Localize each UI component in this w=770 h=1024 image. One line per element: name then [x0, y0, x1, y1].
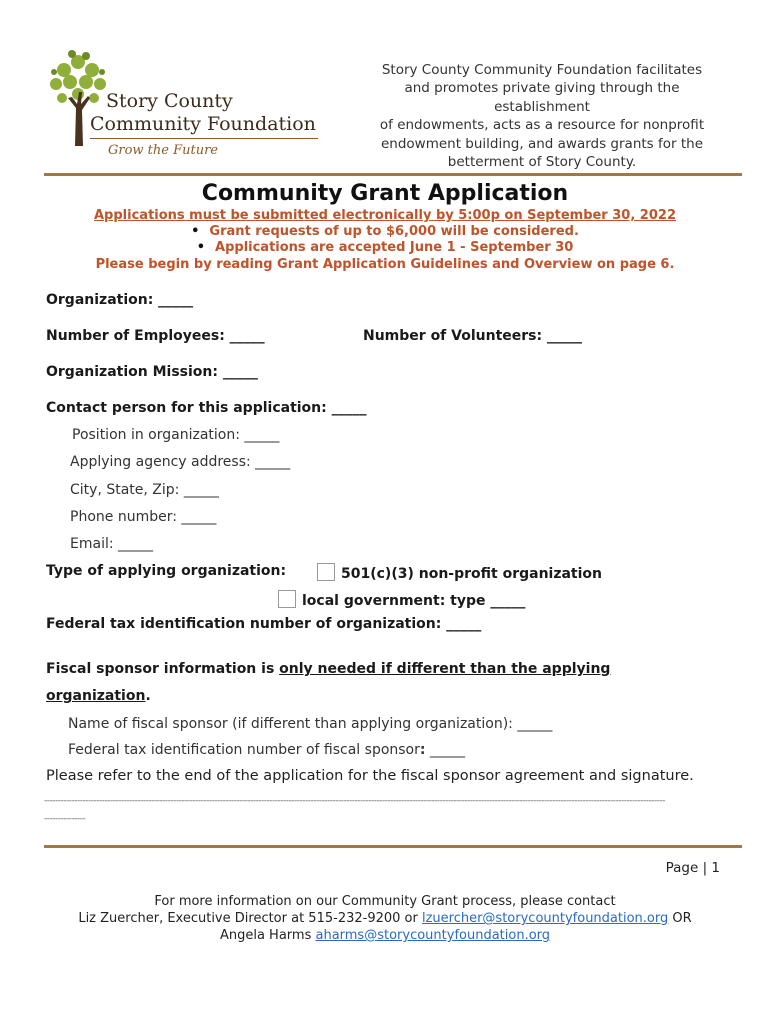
header-divider	[44, 173, 742, 176]
email-link-aharms[interactable]: aharms@storycountyfoundation.org	[315, 928, 551, 943]
intro-line: establishment	[494, 98, 590, 115]
fiscal-sponsor-intro: Fiscal sponsor information is only needed if different than the applying	[46, 661, 611, 677]
footer-contact	[0, 893, 770, 944]
option-501c3-label: 501(c)(3) non-profit organization	[341, 566, 603, 582]
foundation-logo	[44, 46, 324, 166]
foundation-intro	[352, 61, 732, 171]
notice-bullet-1: • Grant requests of up to $6,000 will be considered.	[0, 224, 770, 239]
guidelines-notice: Please begin by reading Grant Application Guidelines and Overview on page 6.	[95, 257, 675, 272]
intro-line: and promotes private giving through the	[404, 80, 680, 97]
option-local-government[interactable]	[278, 590, 525, 609]
organization-field[interactable]: Organization: _____	[46, 292, 194, 308]
footer-line-2: Liz Zuercher, Executive Director at 515-232-9200 or lzuercher@storycountyfoundation.org OR	[78, 911, 692, 926]
footer-line-1: For more information on our Community Grant process, please contact	[154, 894, 616, 909]
city-field[interactable]: City, State, Zip: _____	[70, 482, 219, 498]
logo-line-1: Story County	[106, 90, 233, 112]
logo-tagline: Grow the Future	[108, 143, 219, 158]
logo-line-2: Community Foundation	[90, 113, 316, 135]
deadline-notice: Applications must be submitted electronically by 5:00p on September 30, 2022	[94, 208, 676, 223]
position-field[interactable]: Position in organization: _____	[72, 427, 280, 443]
dashed-separator-cont: ---------------	[44, 814, 86, 824]
logo-underline	[90, 138, 318, 139]
option-501c3[interactable]	[317, 563, 602, 582]
tax-id-field[interactable]: Federal tax identification number of organization: _____	[46, 616, 482, 632]
footer-line-3: Angela Harms aharms@storycountyfoundation.org	[219, 928, 551, 943]
option-local-government-label: local government: type _____	[302, 593, 526, 609]
sponsor-tax-field[interactable]: Federal tax identification number of fiscal sponsor: _____	[68, 742, 465, 758]
footer-divider	[44, 845, 742, 848]
page-number: Page | 1	[665, 860, 720, 876]
checkbox-local-government[interactable]	[278, 590, 296, 608]
org-type-label: Type of applying organization:	[46, 563, 287, 579]
intro-line: betterment of Story County.	[447, 154, 637, 171]
page-title: Community Grant Application	[201, 181, 569, 206]
address-field[interactable]: Applying agency address: _____	[70, 454, 291, 470]
sponsor-name-field[interactable]: Name of fiscal sponsor (if different than applying organization): _____	[68, 716, 553, 732]
volunteers-field[interactable]: Number of Volunteers: _____	[363, 328, 582, 344]
employees-field[interactable]: Number of Employees: _____	[46, 328, 265, 344]
phone-field[interactable]: Phone number: _____	[70, 509, 217, 525]
contact-field[interactable]: Contact person for this application: _____	[46, 400, 367, 416]
email-link-lzuercher[interactable]: lzuercher@storycountyfoundation.org	[421, 911, 669, 926]
intro-line: Story County Community Foundation facilitates	[381, 62, 703, 78]
checkbox-501c3[interactable]	[317, 563, 335, 581]
dashed-separator: ----------------------------------------------------------------------------------------------------------------------------------------------------------------------------------------------------------------------------------	[44, 796, 665, 806]
intro-line: endowment building, and awards grants for the	[380, 135, 704, 152]
notice-bullet-2: • Applications are accepted June 1 - September 30	[0, 240, 770, 255]
intro-line: of endowments, acts as a resource for nonprofit	[379, 117, 705, 134]
email-field[interactable]: Email: _____	[70, 536, 154, 552]
mission-field[interactable]: Organization Mission: _____	[46, 364, 258, 380]
fiscal-agreement-note: Please refer to the end of the application for the fiscal sponsor agreement and signature.	[46, 768, 694, 784]
fiscal-sponsor-intro-cont: organization.	[46, 688, 151, 704]
